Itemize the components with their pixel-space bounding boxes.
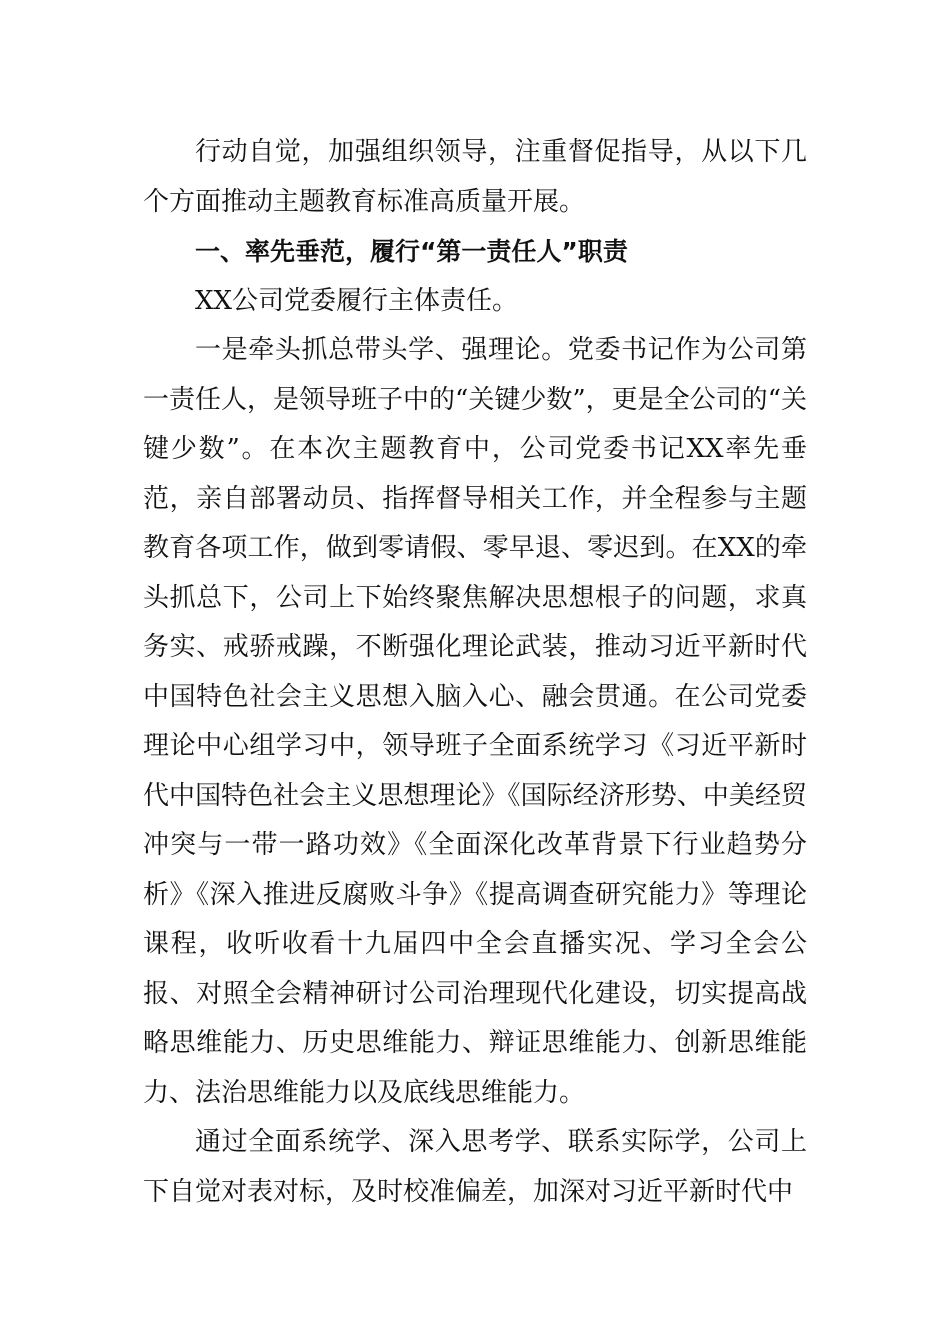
- paragraph: 通过全面系统学、深入思考学、联系实际学，公司上下自觉对表对标，及时校准偏差，加深对习近平新时代中: [143, 1127, 807, 1207]
- paragraph-continued: 行动自觉，加强组织领导，注重督促指导，从以下几个方面推动主题教育标准高质量开展。: [143, 137, 807, 217]
- document-body: [143, 128, 807, 1217]
- section-heading: 一、率先垂范，履行“第一责任人”职责: [195, 237, 628, 266]
- paragraph: 一是牵头抓总带头学、强理论。党委书记作为公司第一责任人，是领导班子中的“关键少数”，更是全公司的“关键少数”。在本次主题教育中，公司党委书记XX率先垂范，亲自部署动员、指挥督导相关工作，并全程参与主题教育各项工作，做到零请假、零早退、零迟到。在XX的牵头抓总下，公司上下始终聚焦解决思想根子的问题，求真务实、戒骄戒躁，不断强化理论武装，推动习近平新时代中国特色社会主义思想入脑入心、融会贯通。在公司党委理论中心组学习中，领导班子全面系统学习《习近平新时代中国特色社会主义思想理论》《国际经济形势、中美经贸冲突与一带一路功效》《全面深化改革背景下行业趋势分析》《深入推进反腐败斗争》《提高调查研究能力》等理论课程，收听收看十九届四中全会直播实况、学习全会公报、对照全会精神研讨公司治理现代化建设，切实提高战略思维能力、历史思维能力、辩证思维能力、创新思维能力、法治思维能力以及底线思维能力。: [143, 335, 807, 1108]
- paragraph: XX公司党委履行主体责任。: [195, 285, 519, 316]
